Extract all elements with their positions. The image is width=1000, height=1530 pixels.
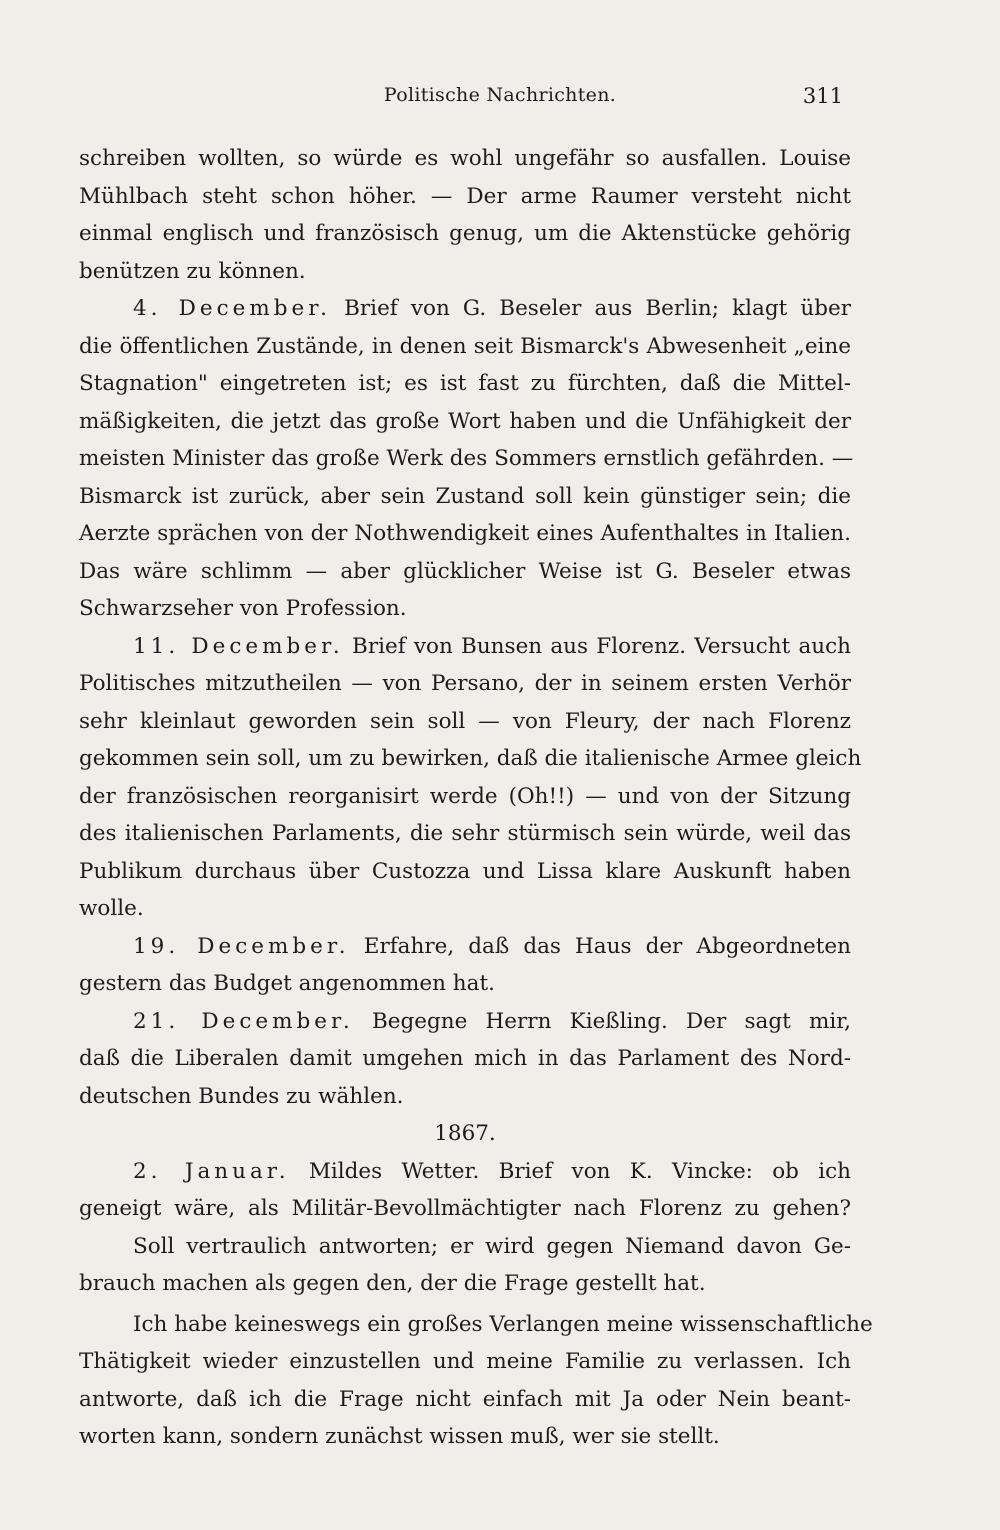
text-line: gekommen sein soll, um zu bewirken, daß die italienische Armee gleich bbox=[79, 746, 862, 771]
text-line: Politisches mitzutheilen — von Persano, der in seinem ersten Verhör bbox=[79, 671, 851, 696]
text-line: der französischen reorganisirt werde (Oh!!) — und von der Sitzung bbox=[79, 783, 851, 809]
body-text bbox=[79, 140, 873, 1456]
text-line: des italienischen Parlaments, die sehr stürmisch sein würde, weil das bbox=[79, 821, 851, 846]
text-line: geneigt wäre, als Militär-Bevollmächtigter nach Florenz zu gehen? bbox=[79, 1196, 851, 1221]
text-line: die öffentlichen Zustände, in denen seit Bismarck's Abwesenheit „eine bbox=[79, 333, 851, 359]
text-line: daß die Liberalen damit umgehen mich in das Parlament des Nord- bbox=[79, 1046, 851, 1071]
text-line: einmal englisch und französisch genug, um die Aktenstücke gehörig bbox=[79, 221, 851, 246]
text-line: Mühlbach steht schon höher. — Der arme Raumer versteht nicht bbox=[79, 183, 851, 209]
diary-entry-first-line: 2. Januar. Mildes Wetter. Brief von K. Vincke: ob ich bbox=[133, 1158, 852, 1184]
text-line: Aerzte sprächen von der Nothwendigkeit eines Aufenthaltes in Italien. bbox=[79, 521, 851, 546]
text-line: Das wäre schlimm — aber glücklicher Weise ist G. Beseler etwas bbox=[79, 558, 851, 584]
text-line: brauch machen als gegen den, der die Frage gestellt hat. bbox=[79, 1271, 706, 1296]
text-line: antworte, daß ich die Frage nicht einfach mit Ja oder Nein beant- bbox=[79, 1386, 851, 1412]
text-line: sehr kleinlaut geworden sein soll — von Fleury, der nach Florenz bbox=[79, 708, 851, 734]
text-line: deutschen Bundes zu wählen. bbox=[79, 1083, 404, 1109]
text-line: mäßigkeiten, die jetzt das große Wort haben und die Unfähigkeit der bbox=[79, 408, 851, 434]
text-line: Bismarck ist zurück, aber sein Zustand soll kein günstiger sein; die bbox=[79, 483, 851, 509]
entry-date: 21. December. bbox=[133, 1008, 354, 1034]
text-line: Schwarzseher von Profession. bbox=[79, 596, 407, 621]
text-line: Publikum durchaus über Custozza und Lissa klare Auskunft haben bbox=[79, 858, 851, 884]
page-number: 311 bbox=[802, 84, 843, 108]
text-line: meisten Minister das große Werk des Sommers ernstlich gefährden. — bbox=[79, 446, 854, 471]
diary-entry-first-line: 11. December. Brief von Bunsen aus Florenz. Versucht auch bbox=[133, 633, 851, 659]
entry-date: 2. Januar. bbox=[133, 1158, 290, 1184]
running-title: Politische Nachrichten. bbox=[383, 84, 617, 106]
text-line: Thätigkeit wieder einzustellen und meine Familie zu verlassen. Ich bbox=[79, 1349, 851, 1374]
text-line: gestern das Budget angenommen hat. bbox=[79, 971, 495, 996]
text-line: Stagnation" eingetreten ist; es ist fast zu fürchten, daß die Mittel- bbox=[79, 371, 851, 396]
text-line: wolle. bbox=[79, 896, 144, 921]
diary-entry-first-line: 4. December. Brief von G. Beseler aus Berlin; klagt über bbox=[133, 296, 851, 321]
diary-entry-first-line: 19. December. Erfahre, daß das Haus der Abgeordneten bbox=[133, 933, 851, 959]
entry-date: 11. December. bbox=[133, 633, 344, 659]
text-line: schreiben wollten, so würde es wohl ungefähr so ausfallen. Louise bbox=[79, 146, 851, 171]
text-line: Ich habe keineswegs ein großes Verlangen meine wissenschaftliche bbox=[133, 1311, 873, 1337]
entry-date: 19. December. bbox=[133, 933, 350, 959]
text-line: benützen zu können. bbox=[79, 258, 306, 284]
text-line: Soll vertraulich antworten; er wird gegen Niemand davon Ge- bbox=[133, 1233, 851, 1259]
entry-date: 4. December. bbox=[133, 296, 331, 321]
year-heading: 1867. bbox=[434, 1121, 496, 1146]
text-line: worten kann, sondern zunächst wissen muß, wer sie stellt. bbox=[79, 1424, 720, 1449]
diary-entry-first-line: 21. December. Begegne Herrn Kießling. Der sagt mir, bbox=[133, 1008, 851, 1034]
running-head bbox=[0, 84, 1000, 116]
